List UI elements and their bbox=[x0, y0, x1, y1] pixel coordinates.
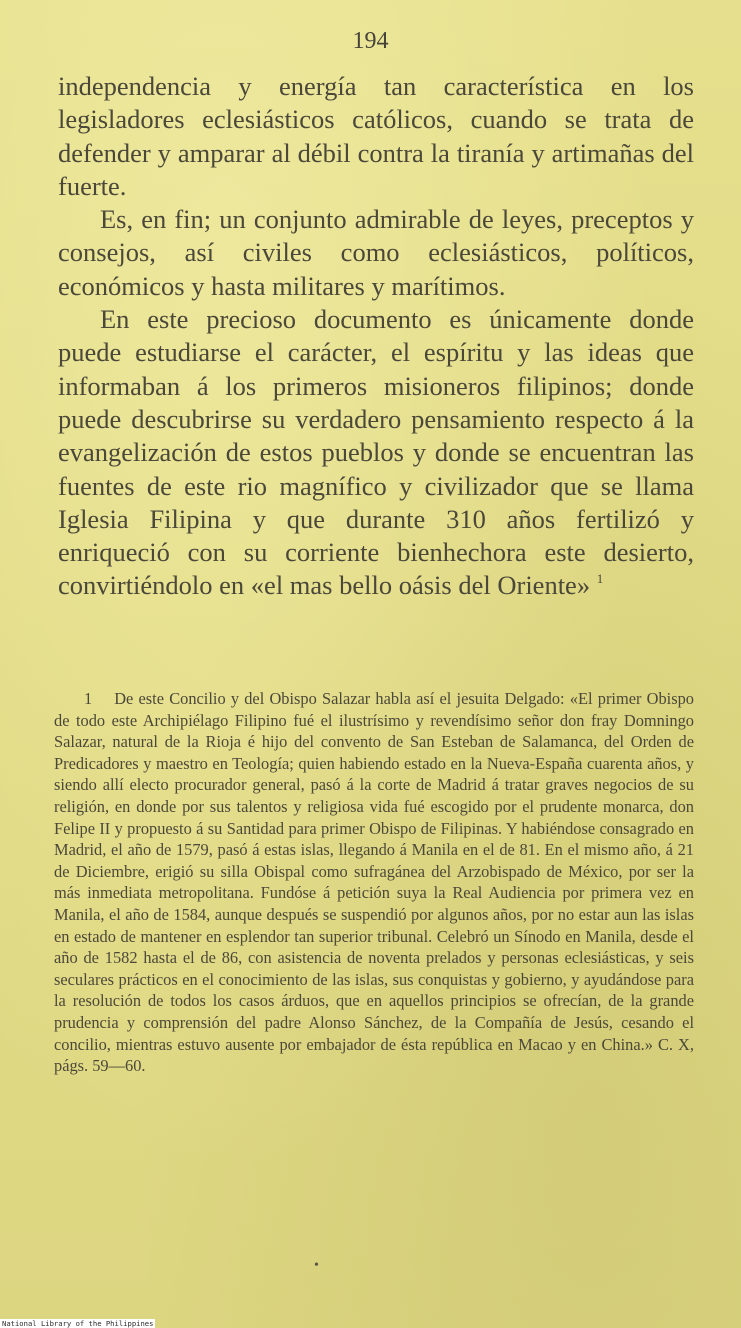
footnote-1 bbox=[54, 688, 694, 1077]
footnote-text: De este Concilio y del Obispo Salazar habla así el jesuita Delgado: «El primer Obispo de todo este Archipiélago Filipino fué el ilustrísimo y revendísimo señor don fray Domningo Salazar, natural de la Rioja é hijo del convento de San Esteban de Salamanca, del Orden de Predicadores y maestro en Teología; quien habiendo estado en la Nueva-España cuarenta años, y siendo allí electo procurador general, pasó á la corte de Madrid á tratar graves negocios de su religión, en donde por sus talentos y religiosa vida fué escogido por el prudente monarca, don Felipe II y propuesto á su Santidad para primer Obispo de Filipinas. Y habiéndose consagrado en Madrid, el año de 1579, pasó á estas islas, llegando á Manila en el de 81. En el mismo año, á 21 de Diciembre, erigió su silla Obispal como sufragánea del Arzobispado de México, por ser la más inmediata metropolitana. Fundóse á petición suya la Real Audiencia por primera vez en Manila, el año de 1584, aunque después se suspendió por algunos años, por no estar aun las islas en estado de mantener en esplendor tan superior tribunal. Celebró un Sínodo en Manila, desde el año de 1582 hasta el de 86, con asistencia de noventa prelados y personas eclesiásticas, y seis seculares prácticos en el conocimiento de las islas, sus conquistas y gobierno, y ayudándose para la resolución de todos los casos árduos, que en aquellos principios se ofrecían, de la grande prudencia y comprensión del padre Alonso Sánchez, de la Compañía de Jesús, cesando el concilio, mientras estuvo ausente por embajador de ésta república en Macao y en China.» C. X, págs. 59—60. bbox=[54, 689, 694, 1076]
bottom-mark: • bbox=[314, 1258, 319, 1273]
paragraph-3 bbox=[58, 303, 694, 603]
library-credit: National Library of the Philippines bbox=[2, 1319, 154, 1328]
paragraph-1: independencia y energía tan característica en los legisladores eclesiásticos católicos, cuando se trata de defender y amparar al débil contra la tiranía y artimañas del fuerte. bbox=[58, 71, 694, 201]
footnotes bbox=[54, 688, 694, 1077]
paragraph-2: Es, en fin; un conjunto admirable de leyes, preceptos y consejos, así civiles como eclesiásticos, políticos, económicos y hasta militares y marítimos. bbox=[58, 204, 694, 301]
page-number: 194 bbox=[352, 28, 389, 54]
footnote-marker: 1 bbox=[596, 571, 604, 587]
paragraph-3-text: En este precioso documento es únicamente donde puede estudiarse el carácter, el espíritu y las ideas que informaban á los primeros misioneros filipinos; donde puede descubrirse su verdadero pensamiento respecto á la evangelización de estos pueblos y donde se encuentran las fuentes de este rio magnífico y civilizador que se llama Iglesia Filipina y que durante 310 años fertilizó y enriqueció con su corriente bienhechora este desierto, convirtiéndolo en «el mas bello oásis del Oriente» bbox=[58, 304, 694, 601]
footnote-number: 1 bbox=[84, 689, 93, 708]
main-text bbox=[58, 70, 694, 603]
